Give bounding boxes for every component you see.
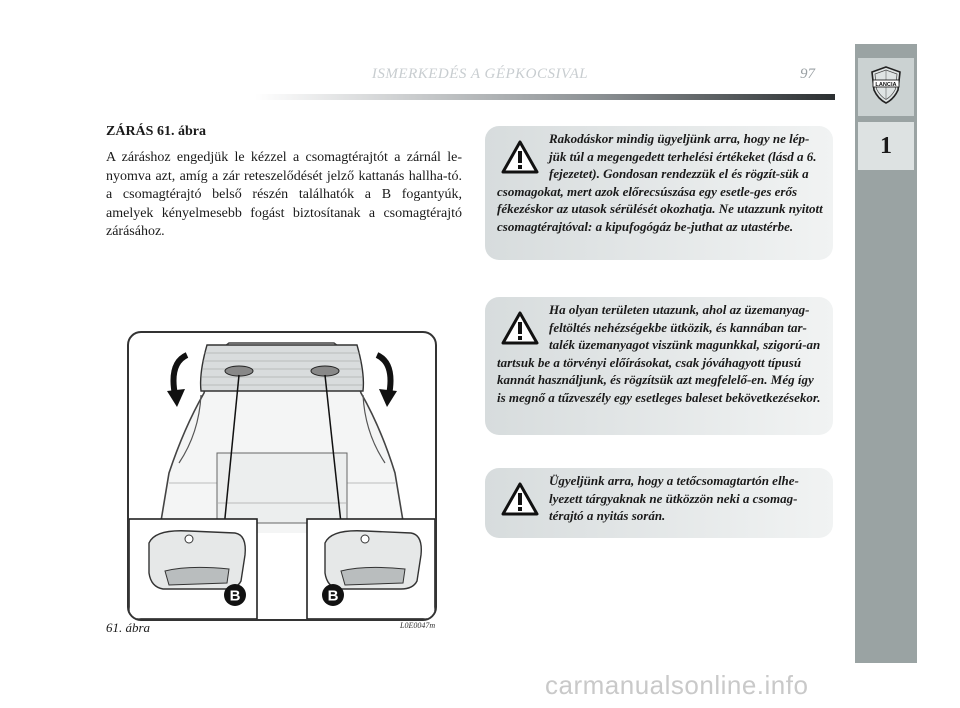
figure-caption: 61. ábra (106, 620, 151, 635)
warning-box-roof-rack (485, 468, 833, 538)
logo-text: LANCIA (875, 81, 897, 88)
page-number: 97 (800, 66, 815, 82)
warning-box-fuel (485, 297, 833, 435)
figure-code: L0E0047m (400, 621, 436, 630)
lancia-logo-icon (870, 66, 902, 104)
callout-b-left: B (229, 587, 241, 605)
warning-triangle-icon (501, 140, 539, 174)
warning-text-fuel: Ha olyan területen utazunk, ahol az üzemanyag-feltöltés nehézségekbe ütközik, és kannában tar-talék üzemanyagot viszünk magunkkal, szigorú-an tartsuk be a törvényi előírásokat, csak jóváhagyott típusú kannát használjunk, és rögzítsük azt megfelelő-en. Még így is megnő a tűzveszély egy esetleges baleset bekövetkezésekor. (497, 302, 821, 405)
callout-b-right: B (327, 587, 339, 605)
chapter-tab[interactable]: 1 (858, 122, 914, 170)
warning-text-loading: Rakodáskor mindig ügyeljünk arra, hogy ne lép-jük túl a megengedett terhelési értékeket (lásd a 6. fejezetet). Gondosan rendezzük el és rögzít-sük a csomagokat, mert azok előrecsúszása egy esetle-ges erős fékezéskor az utasok sérülését okozhatja. Ne utazzunk nyitott csomagtérajtóval: a kipufogógáz be-juthat az utastérbe. (497, 131, 823, 234)
figure-61-illustration (127, 331, 437, 621)
tailgate-drawing (129, 333, 435, 619)
warning-triangle-icon (501, 482, 539, 516)
section-heading: ZÁRÁS 61. ábra (106, 124, 206, 139)
header-rule (255, 94, 835, 100)
page-header-title: ISMERKEDÉS A GÉPKOCSIVAL (371, 66, 589, 82)
warning-box-loading (485, 126, 833, 260)
watermark: carmanualsonline.info (545, 670, 809, 700)
section-body-text: A záráshoz engedjük le kézzel a csomagtérajtót a zárnál le-nyomva azt, amíg a zár reteszelődését jelző kattanás hallha-tó. a csomagtérajtó belső részén találhatók a B fogantyúk, amelyek kényelmesebb fogást biztosítanak a csomagtérajtó zárásához. (106, 150, 462, 239)
warning-triangle-icon (501, 311, 539, 345)
warning-text-roof-rack: Ügyeljünk arra, hogy a tetőcsomagtartón elhe-lyezett tárgyaknak ne ütközzön neki a csomag-térajtó a nyitás során. (549, 473, 799, 523)
